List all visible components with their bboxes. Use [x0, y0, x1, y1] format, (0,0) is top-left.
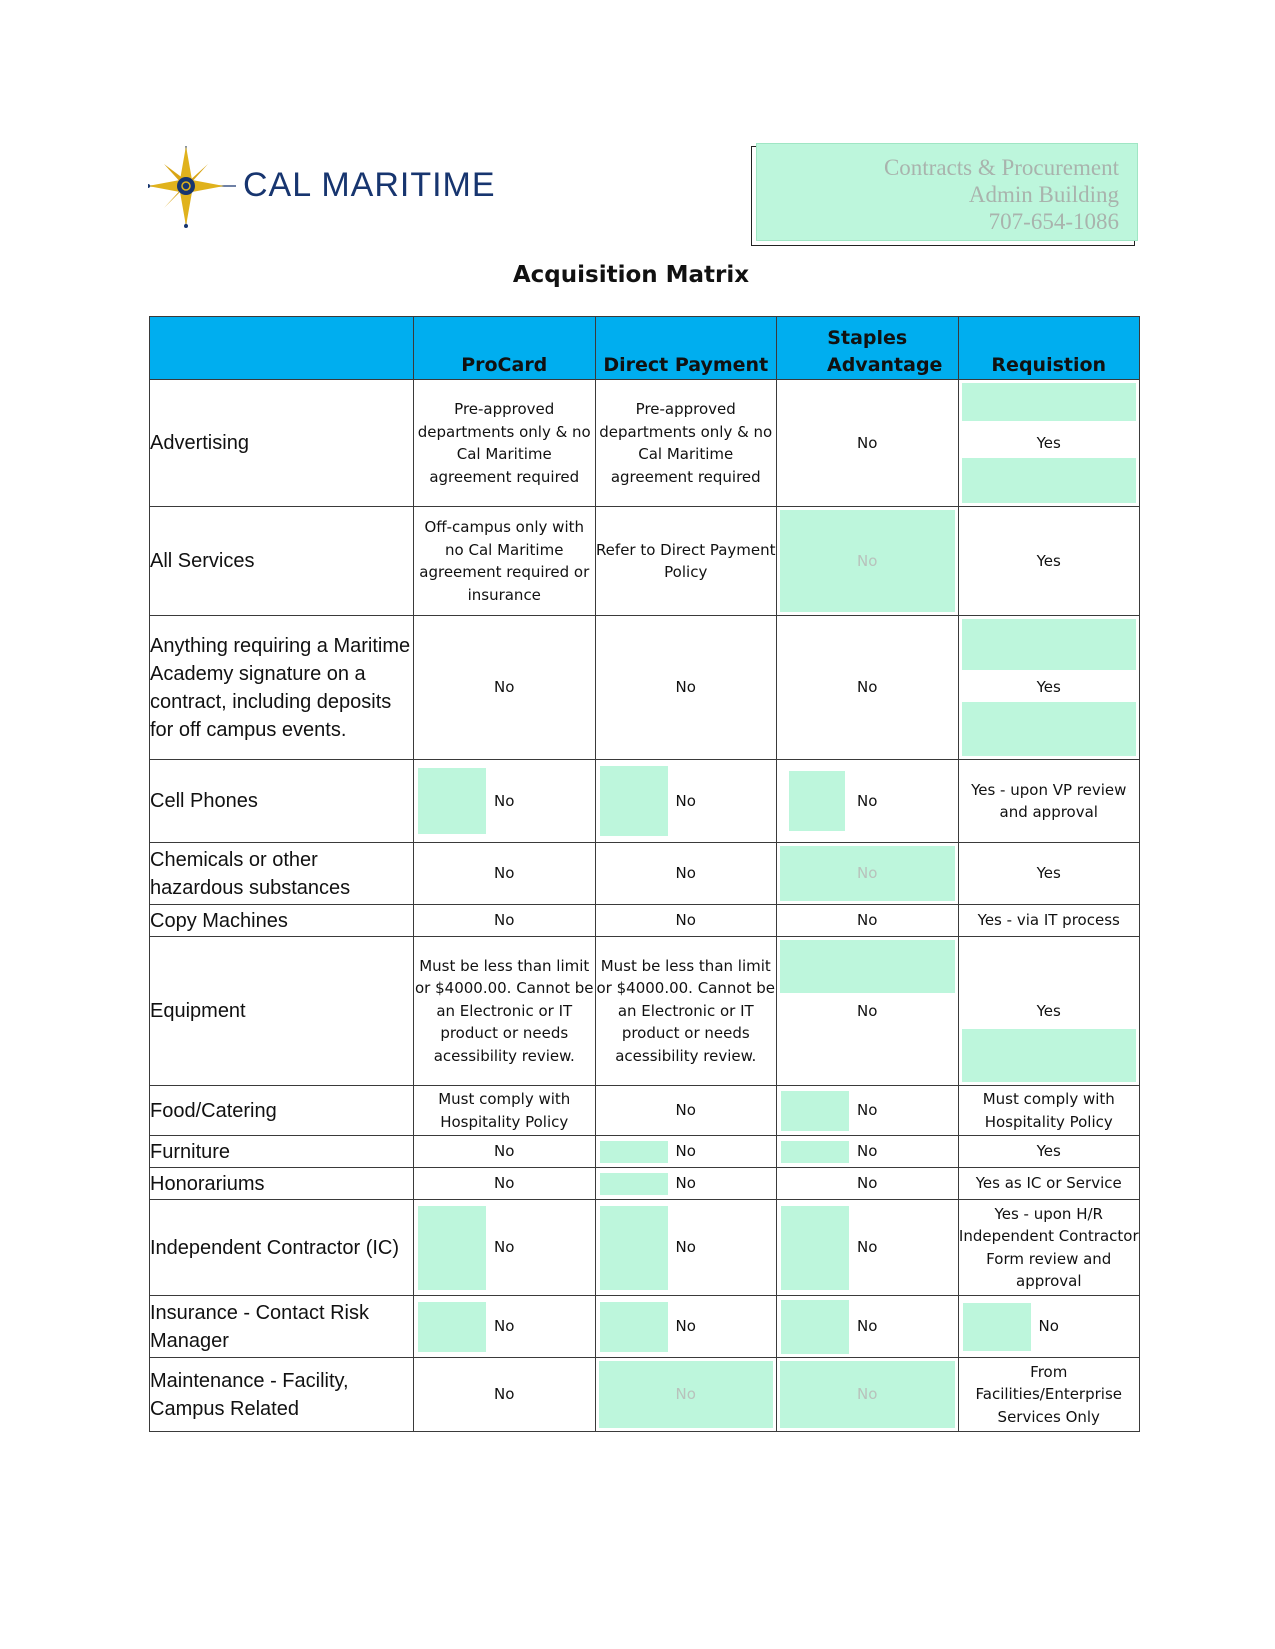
table-row: [150, 1200, 1140, 1296]
table-cell: Must be less than limit or $4000.00. Cannot be an Electronic or IT product or needs acessibility review.: [414, 937, 596, 1086]
table-cell: Pre-approved departments only & no Cal Maritime agreement required: [595, 380, 777, 507]
table-cell: No: [777, 616, 959, 760]
table-cell: No: [595, 616, 777, 760]
cell-highlight: [962, 1029, 1137, 1082]
page-title: Acquisition Matrix: [512, 262, 750, 288]
table-cell: Yes: [958, 937, 1140, 1086]
row-label: All Services: [150, 507, 414, 616]
table-row: [150, 1136, 1140, 1168]
table-cell: No: [777, 507, 959, 616]
row-label: Furniture: [150, 1136, 414, 1168]
cell-highlight: [962, 702, 1137, 756]
table-cell: No: [414, 760, 596, 843]
table-cell: No: [414, 1200, 596, 1296]
header-direct-payment: Direct Payment: [595, 317, 777, 380]
table-cell: Must comply with Hospitality Policy: [414, 1086, 596, 1136]
table-cell: No: [777, 1168, 959, 1200]
table-cell: No: [777, 905, 959, 937]
cell-highlight: [963, 1303, 1031, 1351]
table-cell: No: [414, 843, 596, 905]
row-label: Copy Machines: [150, 905, 414, 937]
table-row: [150, 616, 1140, 760]
logo-wordmark: CAL MARITIME: [243, 166, 496, 204]
row-label: Chemicals or other hazardous substances: [150, 843, 414, 905]
cell-highlight: [962, 383, 1137, 421]
row-label: Equipment: [150, 937, 414, 1086]
table-cell: No: [958, 1296, 1140, 1358]
acquisition-matrix-table: [149, 316, 1140, 1432]
table-cell: Off-campus only with no Cal Maritime agreement required or insurance: [414, 507, 596, 616]
table-cell: No: [595, 905, 777, 937]
table-cell: No: [595, 1358, 777, 1432]
row-label: Cell Phones: [150, 760, 414, 843]
table-cell: No: [595, 843, 777, 905]
table-cell: Must comply with Hospitality Policy: [958, 1086, 1140, 1136]
cell-highlight: [781, 1300, 849, 1354]
contact-box: [751, 146, 1135, 246]
table-cell: Yes: [958, 1136, 1140, 1168]
row-label: Insurance - Contact Risk Manager: [150, 1296, 414, 1358]
table-cell: Yes: [958, 616, 1140, 760]
row-label: Anything requiring a Maritime Academy signature on a contract, including deposits for off campus events.: [150, 616, 414, 760]
header-staples-advantage: Staples Advantage: [777, 317, 959, 380]
header-blank: [150, 317, 414, 380]
cell-highlight: [789, 771, 845, 831]
row-label: Honorariums: [150, 1168, 414, 1200]
row-label: Advertising: [150, 380, 414, 507]
row-label: Maintenance - Facility, Campus Related: [150, 1358, 414, 1432]
contact-department: Contracts & Procurement: [883, 155, 1119, 180]
table-header-row: [150, 317, 1140, 380]
table-row: [150, 843, 1140, 905]
table-cell: No: [414, 1358, 596, 1432]
table-row: [150, 905, 1140, 937]
table-row: [150, 760, 1140, 843]
contact-location: Admin Building: [968, 182, 1119, 207]
table-row: [150, 1168, 1140, 1200]
table-cell: No: [777, 843, 959, 905]
cell-highlight: [600, 766, 668, 836]
table-cell: Yes: [958, 380, 1140, 507]
table-cell: Pre-approved departments only & no Cal Maritime agreement required: [414, 380, 596, 507]
table-cell: Yes: [958, 507, 1140, 616]
cell-highlight: [600, 1302, 668, 1352]
cell-highlight: [418, 768, 486, 834]
cell-highlight: [781, 1206, 849, 1290]
table-cell: No: [595, 1086, 777, 1136]
table-cell: Yes - via IT process: [958, 905, 1140, 937]
cell-highlight: [418, 1302, 486, 1352]
table-cell: No: [414, 1168, 596, 1200]
table-row: [150, 1358, 1140, 1432]
row-label: Food/Catering: [150, 1086, 414, 1136]
table-cell: Refer to Direct Payment Policy: [595, 507, 777, 616]
table-cell: No: [414, 1136, 596, 1168]
cell-highlight: [781, 1091, 849, 1131]
table-cell: No: [414, 616, 596, 760]
table-cell: Yes as IC or Service: [958, 1168, 1140, 1200]
table-cell: No: [595, 1296, 777, 1358]
table-cell: From Facilities/Enterprise Services Only: [958, 1358, 1140, 1432]
table-row: [150, 507, 1140, 616]
table-cell: No: [595, 1200, 777, 1296]
table-cell: No: [777, 937, 959, 1086]
contact-highlight: [756, 143, 1138, 241]
cell-highlight: [418, 1206, 486, 1290]
table-cell: No: [777, 1200, 959, 1296]
cal-maritime-logo: [148, 146, 508, 228]
cell-highlight: [962, 458, 1137, 503]
table-cell: No: [777, 1296, 959, 1358]
table-cell: Must be less than limit or $4000.00. Cannot be an Electronic or IT product or needs acessibility review.: [595, 937, 777, 1086]
table-cell: No: [595, 1168, 777, 1200]
table-cell: No: [777, 760, 959, 843]
contact-phone: 707-654-1086: [988, 209, 1119, 234]
cell-highlight: [600, 1206, 668, 1290]
table-cell: No: [777, 380, 959, 507]
table-cell: No: [595, 1136, 777, 1168]
table-row: [150, 1086, 1140, 1136]
table-row: [150, 380, 1140, 507]
table-cell: No: [777, 1136, 959, 1168]
cell-highlight: [781, 1141, 849, 1163]
header-procard: ProCard: [414, 317, 596, 380]
table-cell: No: [777, 1086, 959, 1136]
header-requisition: Requistion: [958, 317, 1140, 380]
table-cell: No: [414, 905, 596, 937]
table-row: [150, 937, 1140, 1086]
table-row: [150, 1296, 1140, 1358]
cell-highlight: [600, 1141, 668, 1163]
compass-star-icon: [148, 146, 238, 228]
row-label: Independent Contractor (IC): [150, 1200, 414, 1296]
table-cell: No: [777, 1358, 959, 1432]
cell-highlight: [600, 1173, 668, 1195]
table-cell: No: [414, 1296, 596, 1358]
table-cell: Yes - upon VP review and approval: [958, 760, 1140, 843]
cell-highlight: [780, 940, 955, 993]
table-cell: No: [595, 760, 777, 843]
table-cell: Yes: [958, 843, 1140, 905]
cell-highlight: [962, 619, 1137, 670]
table-cell: Yes - upon H/R Independent Contractor Form review and approval: [958, 1200, 1140, 1296]
